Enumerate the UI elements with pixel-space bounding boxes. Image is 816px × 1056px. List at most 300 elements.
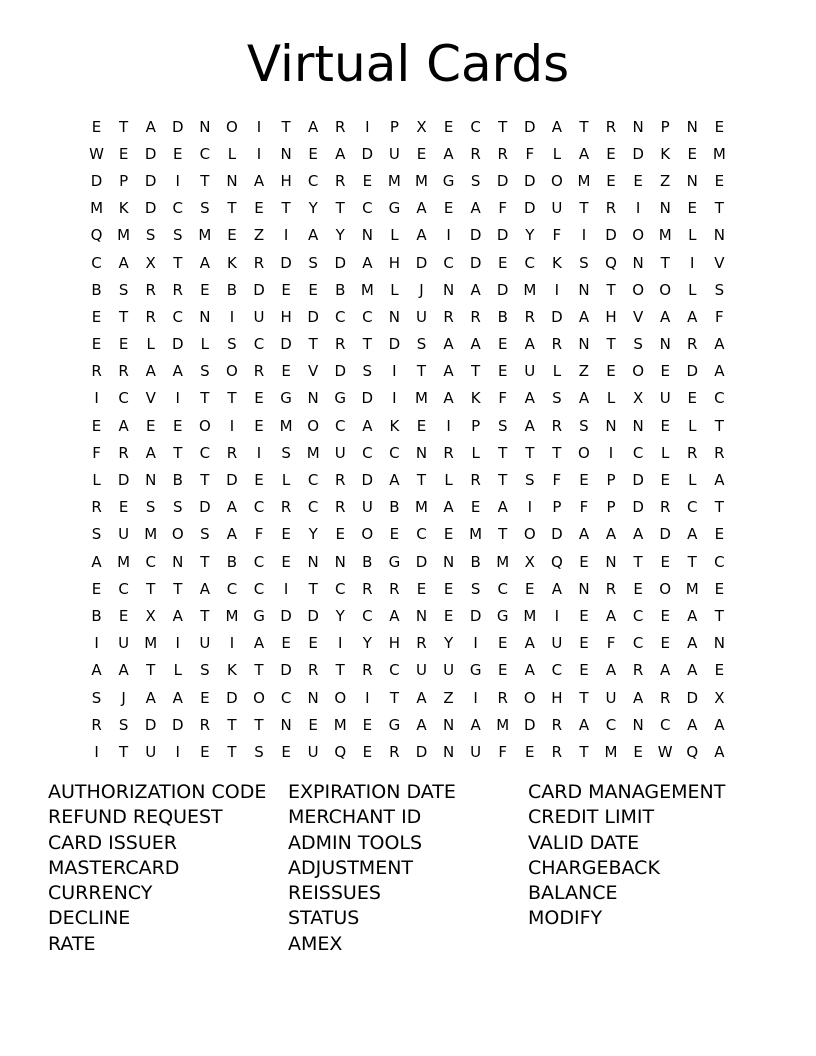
grid-row: [83, 711, 733, 738]
grid-letter: E: [91, 579, 102, 598]
word-item: ADMIN TOOLS: [288, 831, 423, 854]
grid-letter: A: [335, 144, 346, 163]
grid-letter: A: [443, 144, 454, 163]
grid-row: [83, 738, 733, 765]
grid-letter: T: [525, 443, 535, 462]
grid-letter: X: [524, 552, 535, 571]
grid-letter: I: [581, 226, 587, 245]
grid-row: [83, 494, 733, 521]
grid-letter: C: [659, 715, 671, 734]
grid-letter: I: [473, 688, 478, 707]
grid-letter: X: [145, 606, 156, 625]
grid-letter: N: [605, 416, 617, 435]
grid-letter: A: [660, 307, 671, 326]
grid-row: [83, 466, 733, 493]
grid-letter: I: [446, 416, 451, 435]
word-item: MERCHANT ID: [288, 806, 422, 829]
grid-letter: L: [606, 389, 616, 408]
grid-letter: S: [552, 389, 562, 408]
grid-letter: E: [91, 307, 102, 326]
grid-letter: C: [714, 389, 725, 408]
grid-letter: W: [657, 742, 673, 761]
grid-letter: A: [605, 606, 617, 625]
grid-letter: R: [551, 715, 563, 734]
grid-letter: R: [362, 661, 373, 680]
grid-letter: C: [687, 498, 698, 517]
grid-letter: T: [308, 335, 318, 354]
grid-letter: S: [227, 335, 237, 354]
word-list: [48, 780, 788, 957]
grid-letter: F: [552, 226, 562, 245]
grid-letter: N: [632, 416, 644, 435]
grid-letter: A: [551, 117, 562, 136]
grid-letter: E: [660, 606, 670, 625]
word-item: STATUS: [288, 907, 360, 930]
grid-letter: X: [145, 253, 156, 272]
grid-letter: I: [175, 742, 180, 761]
grid-letter: Y: [335, 606, 345, 625]
grid-letter: E: [173, 144, 183, 163]
grid-letter: N: [280, 144, 292, 163]
grid-letter: M: [523, 280, 537, 299]
grid-letter: E: [254, 389, 264, 408]
grid-letter: H: [388, 634, 401, 653]
grid-letter: D: [632, 144, 644, 163]
grid-letter: A: [443, 389, 454, 408]
grid-letter: R: [470, 144, 481, 163]
word-item: CREDIT LIMIT: [528, 806, 655, 829]
grid-row: [83, 630, 733, 657]
grid-letter: A: [389, 471, 400, 490]
grid-letter: N: [442, 552, 455, 571]
grid-letter: A: [578, 389, 590, 408]
grid-letter: C: [389, 661, 400, 680]
grid-letter: N: [226, 171, 238, 190]
grid-row: [83, 657, 733, 684]
grid-letter: D: [496, 226, 509, 245]
grid-letter: D: [280, 253, 292, 272]
grid-letter: A: [416, 226, 427, 245]
grid-letter: A: [470, 280, 481, 299]
grid-letter: A: [714, 471, 725, 490]
grid-letter: E: [118, 498, 129, 517]
grid-letter: R: [659, 498, 671, 517]
grid-letter: S: [91, 688, 102, 707]
grid-letter: U: [361, 498, 373, 517]
grid-letter: E: [254, 416, 264, 435]
grid-letter: E: [389, 525, 400, 544]
letter-grid: [83, 113, 733, 766]
word-item: CARD ISSUER: [48, 831, 177, 854]
grid-letter: A: [524, 389, 535, 408]
grid-letter: N: [632, 117, 644, 136]
word-item: CHARGEBACK: [528, 856, 660, 879]
grid-letter: L: [688, 280, 697, 299]
grid-letter: T: [281, 199, 291, 218]
grid-letter: C: [362, 199, 373, 218]
grid-letter: E: [416, 416, 427, 435]
grid-letter: I: [229, 307, 235, 326]
grid-letter: N: [307, 389, 319, 408]
grid-letter: F: [498, 199, 508, 218]
grid-letter: B: [389, 498, 400, 517]
grid-letter: A: [605, 661, 617, 680]
grid-letter: C: [605, 715, 617, 734]
grid-letter: A: [118, 253, 129, 272]
grid-letter: M: [144, 634, 158, 653]
grid-letter: E: [227, 226, 237, 245]
grid-letter: T: [119, 117, 129, 136]
grid-letter: T: [579, 199, 589, 218]
grid-letter: U: [415, 661, 427, 680]
grid-letter: N: [632, 715, 644, 734]
grid-letter: O: [334, 688, 347, 707]
grid-letter: P: [471, 416, 481, 435]
grid-letter: E: [579, 606, 589, 625]
grid-letter: C: [497, 579, 508, 598]
grid-letter: C: [470, 117, 481, 136]
grid-letter: A: [118, 661, 129, 680]
grid-letter: Y: [525, 226, 535, 245]
grid-letter: C: [362, 606, 373, 625]
grid-letter: A: [687, 307, 698, 326]
grid-letter: B: [470, 552, 481, 571]
grid-letter: E: [254, 471, 264, 490]
grid-letter: G: [334, 389, 347, 408]
grid-letter: N: [578, 579, 590, 598]
grid-letter: T: [227, 742, 237, 761]
grid-letter: T: [173, 579, 183, 598]
grid-letter: C: [389, 443, 400, 462]
grid-letter: R: [389, 742, 400, 761]
grid-letter: M: [225, 606, 239, 625]
grid-letter: E: [335, 525, 345, 544]
grid-letter: T: [308, 579, 318, 598]
grid-letter: C: [632, 634, 644, 653]
grid-letter: I: [175, 634, 180, 653]
grid-letter: R: [280, 498, 292, 517]
grid-letter: C: [632, 443, 644, 462]
grid-letter: R: [118, 362, 129, 381]
grid-letter: G: [280, 389, 292, 408]
grid-letter: L: [661, 443, 670, 462]
grid-letter: D: [199, 498, 211, 517]
grid-letter: S: [633, 335, 643, 354]
grid-letter: H: [605, 307, 617, 326]
grid-letter: T: [200, 606, 210, 625]
grid-letter: O: [632, 226, 644, 245]
grid-letter: T: [119, 307, 129, 326]
grid-letter: E: [200, 688, 210, 707]
grid-letter: H: [280, 171, 292, 190]
grid-letter: N: [713, 634, 725, 653]
grid-letter: I: [392, 362, 397, 381]
grid-letter: T: [687, 552, 697, 571]
grid-letter: A: [470, 335, 481, 354]
grid-letter: E: [497, 634, 508, 653]
grid-letter: W: [89, 144, 104, 163]
grid-letter: C: [118, 579, 129, 598]
word-item: REFUND REQUEST: [48, 806, 223, 829]
grid-letter: E: [660, 471, 670, 490]
grid-letter: I: [365, 688, 370, 707]
grid-letter: T: [200, 171, 210, 190]
grid-letter: M: [496, 552, 510, 571]
grid-letter: I: [229, 416, 235, 435]
grid-letter: R: [253, 253, 265, 272]
grid-letter: C: [714, 552, 725, 571]
grid-letter: T: [498, 471, 508, 490]
grid-letter: U: [443, 661, 455, 680]
grid-letter: R: [497, 688, 508, 707]
grid-letter: E: [254, 199, 264, 218]
grid-letter: C: [253, 579, 265, 598]
grid-letter: S: [173, 226, 183, 245]
grid-letter: B: [91, 606, 102, 625]
grid-letter: E: [200, 280, 210, 299]
grid-letter: O: [361, 525, 374, 544]
grid-letter: E: [633, 171, 643, 190]
grid-letter: T: [200, 552, 210, 571]
grid-letter: A: [308, 117, 319, 136]
grid-letter: C: [226, 579, 238, 598]
grid-letter: E: [145, 416, 156, 435]
grid-letter: R: [172, 280, 183, 299]
grid-letter: C: [362, 307, 373, 326]
grid-letter: B: [335, 280, 346, 299]
grid-letter: L: [390, 226, 399, 245]
grid-letter: C: [172, 199, 184, 218]
grid-row: [83, 548, 733, 575]
grid-letter: T: [416, 471, 427, 490]
grid-letter: T: [254, 661, 264, 680]
grid-letter: A: [226, 498, 238, 517]
grid-letter: T: [362, 335, 372, 354]
grid-letter: I: [608, 443, 614, 462]
grid-letter: K: [118, 199, 129, 218]
grid-letter: R: [91, 498, 102, 517]
grid-letter: F: [92, 443, 101, 462]
grid-letter: X: [714, 688, 725, 707]
grid-letter: O: [632, 280, 644, 299]
grid-letter: T: [146, 661, 156, 680]
grid-letter: M: [577, 171, 591, 190]
grid-letter: N: [280, 715, 292, 734]
grid-letter: A: [578, 715, 590, 734]
grid-letter: B: [226, 280, 238, 299]
grid-letter: M: [523, 606, 537, 625]
grid-letter: T: [281, 117, 291, 136]
grid-letter: I: [338, 634, 343, 653]
grid-letter: E: [91, 335, 102, 354]
grid-letter: R: [687, 335, 698, 354]
grid-letter: N: [145, 471, 157, 490]
grid-letter: R: [91, 362, 102, 381]
grid-letter: I: [256, 144, 262, 163]
grid-letter: S: [118, 280, 129, 299]
grid-letter: E: [470, 498, 481, 517]
grid-letter: I: [94, 389, 99, 408]
grid-letter: I: [554, 606, 560, 625]
grid-letter: N: [199, 307, 211, 326]
word-column: [288, 780, 528, 957]
grid-letter: T: [119, 742, 129, 761]
grid-letter: C: [253, 498, 265, 517]
grid-row: [83, 167, 733, 194]
grid-letter: L: [444, 471, 453, 490]
grid-letter: S: [254, 742, 264, 761]
grid-letter: C: [524, 253, 536, 272]
grid-letter: R: [335, 171, 346, 190]
grid-letter: T: [552, 443, 562, 462]
grid-letter: A: [389, 606, 400, 625]
grid-letter: C: [632, 606, 644, 625]
grid-letter: T: [714, 199, 724, 218]
grid-letter: T: [633, 552, 643, 571]
grid-letter: R: [335, 498, 346, 517]
grid-letter: A: [524, 416, 535, 435]
grid-row: [83, 575, 733, 602]
grid-letter: U: [415, 307, 427, 326]
grid-letter: U: [118, 634, 130, 653]
grid-row: [83, 195, 733, 222]
grid-letter: B: [497, 307, 508, 326]
grid-letter: E: [281, 742, 291, 761]
grid-letter: U: [659, 389, 671, 408]
grid-letter: D: [415, 552, 428, 571]
grid-letter: I: [392, 389, 397, 408]
grid-letter: L: [173, 661, 182, 680]
grid-letter: A: [145, 117, 156, 136]
grid-letter: E: [606, 171, 616, 190]
grid-letter: O: [523, 688, 536, 707]
grid-letter: N: [415, 443, 428, 462]
grid-letter: R: [605, 199, 617, 218]
grid-letter: Q: [605, 253, 617, 272]
grid-letter: M: [333, 715, 347, 734]
grid-letter: U: [605, 688, 617, 707]
grid-letter: M: [415, 498, 428, 517]
grid-letter: Z: [443, 688, 454, 707]
grid-letter: I: [365, 117, 370, 136]
grid-letter: U: [145, 742, 157, 761]
word-item: EXPIRATION DATE: [288, 781, 456, 803]
grid-letter: A: [714, 362, 725, 381]
grid-letter: E: [660, 416, 670, 435]
grid-letter: U: [551, 634, 563, 653]
grid-letter: D: [524, 117, 536, 136]
grid-letter: P: [660, 117, 670, 136]
grid-letter: E: [497, 362, 508, 381]
grid-letter: E: [118, 144, 129, 163]
grid-letter: P: [119, 171, 129, 190]
grid-letter: C: [307, 498, 319, 517]
grid-letter: J: [419, 280, 424, 299]
grid-letter: I: [690, 253, 695, 272]
grid-letter: D: [686, 362, 699, 381]
grid-letter: A: [362, 253, 373, 272]
grid-letter: T: [660, 253, 670, 272]
grid-letter: A: [91, 552, 102, 571]
grid-letter: T: [714, 416, 724, 435]
grid-letter: I: [94, 742, 99, 761]
grid-letter: Y: [443, 634, 454, 653]
grid-letter: R: [118, 443, 129, 462]
grid-letter: Q: [90, 226, 103, 245]
grid-letter: A: [687, 525, 698, 544]
grid-letter: U: [199, 634, 211, 653]
grid-row: [83, 684, 733, 711]
grid-row: [83, 303, 733, 330]
grid-letter: S: [470, 579, 481, 598]
grid-letter: C: [335, 416, 346, 435]
grid-letter: E: [579, 634, 589, 653]
grid-letter: S: [118, 715, 129, 734]
grid-letter: N: [334, 552, 346, 571]
grid-letter: X: [416, 117, 427, 136]
grid-letter: K: [389, 416, 400, 435]
grid-letter: A: [199, 579, 210, 598]
grid-letter: E: [606, 362, 616, 381]
grid-letter: A: [551, 579, 562, 598]
grid-letter: O: [659, 579, 672, 598]
grid-letter: A: [443, 335, 454, 354]
grid-letter: M: [604, 742, 618, 761]
grid-letter: A: [687, 661, 698, 680]
grid-letter: D: [280, 335, 292, 354]
grid-letter: A: [253, 634, 265, 653]
grid-letter: E: [173, 416, 183, 435]
grid-letter: E: [579, 552, 589, 571]
word-item: BALANCE: [528, 882, 618, 905]
grid-letter: I: [229, 634, 235, 653]
grid-letter: O: [550, 171, 563, 190]
grid-letter: E: [687, 144, 697, 163]
grid-letter: D: [226, 688, 238, 707]
grid-letter: T: [416, 362, 427, 381]
grid-letter: E: [714, 171, 725, 190]
grid-letter: I: [635, 199, 641, 218]
grid-letter: A: [172, 362, 183, 381]
word-column: [528, 780, 768, 957]
grid-letter: M: [415, 389, 428, 408]
grid-letter: O: [659, 280, 672, 299]
grid-letter: M: [496, 715, 510, 734]
grid-letter: D: [334, 362, 347, 381]
grid-letter: D: [496, 280, 509, 299]
grid-letter: M: [658, 226, 672, 245]
grid-letter: I: [256, 117, 262, 136]
grid-letter: R: [145, 280, 156, 299]
grid-letter: R: [335, 335, 346, 354]
grid-row: [83, 358, 733, 385]
grid-letter: A: [524, 634, 535, 653]
grid-row: [83, 521, 733, 548]
grid-letter: R: [91, 715, 102, 734]
grid-letter: N: [578, 335, 590, 354]
grid-letter: N: [686, 117, 698, 136]
grid-letter: A: [714, 715, 725, 734]
grid-letter: C: [118, 389, 129, 408]
grid-letter: C: [335, 307, 346, 326]
grid-letter: E: [443, 579, 454, 598]
grid-letter: E: [660, 634, 670, 653]
grid-letter: V: [308, 362, 319, 381]
grid-letter: K: [660, 144, 671, 163]
grid-letter: M: [469, 525, 483, 544]
grid-letter: C: [145, 552, 156, 571]
grid-letter: E: [308, 144, 318, 163]
